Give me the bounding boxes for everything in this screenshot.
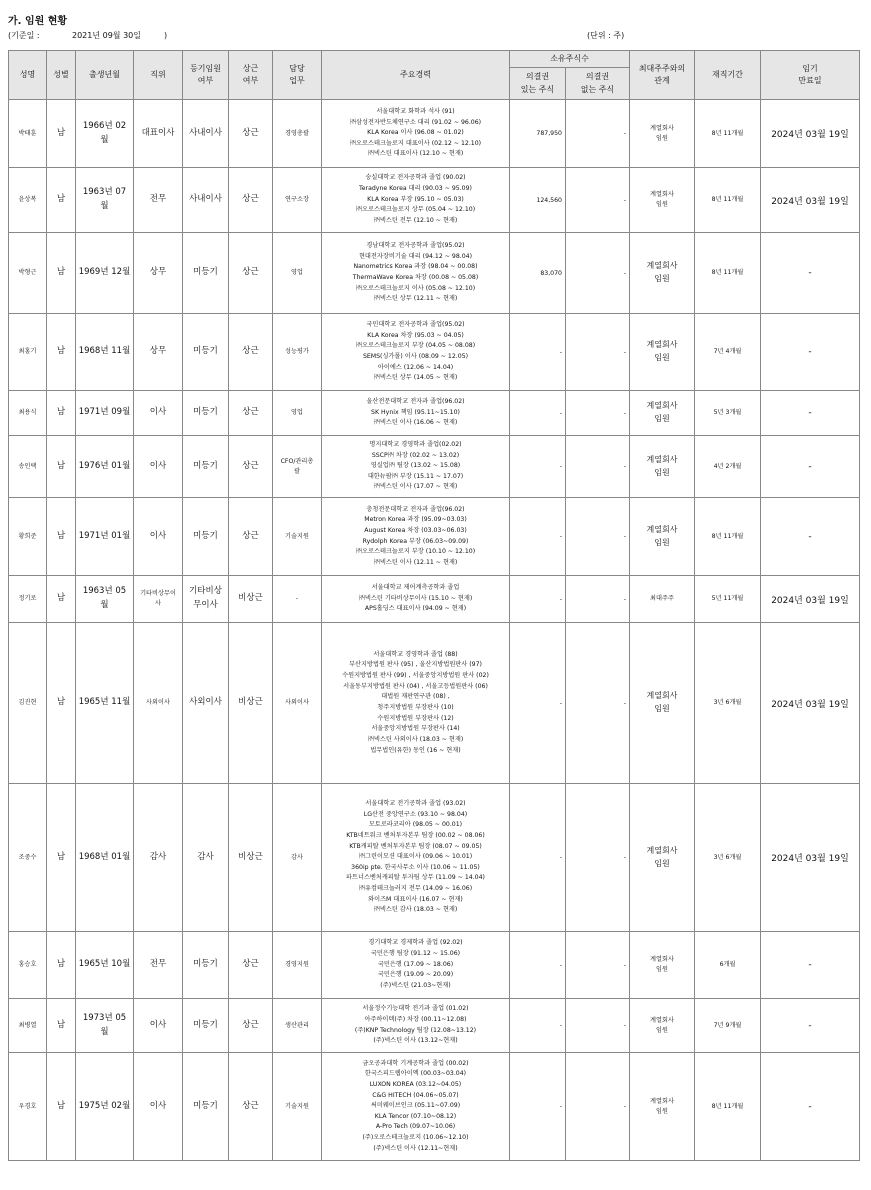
table-row bbox=[9, 784, 860, 932]
career-line: 한국스피드웹아이엑 (00.03~03.04) bbox=[364, 1070, 467, 1078]
career-line: KLA Korea 차장 (95.03 ~ 04.05) bbox=[367, 331, 464, 339]
header-position: 직위 bbox=[134, 51, 183, 100]
unit-label: (단위 : 주) bbox=[587, 31, 625, 40]
career-line: 법무법인(유한) 동인 (16 ~ 현재) bbox=[370, 746, 461, 754]
cell-position: 기타비상무이 사 bbox=[134, 576, 183, 623]
career-line: 써미웨이브인크 (05.11~07.09) bbox=[370, 1102, 461, 1110]
cell-nonvoting-shares: - bbox=[566, 100, 630, 168]
career-line: 수원지방법원 부장판사 (12) bbox=[377, 714, 454, 722]
cell-tenure: 8년 11개월 bbox=[695, 100, 761, 168]
cell-relation: 계열회사 임원 bbox=[630, 436, 695, 498]
cell-relation: 계열회사 임원 bbox=[630, 233, 695, 314]
cell-position: 이사 bbox=[134, 391, 183, 436]
cell-birth: 1976년 01월 bbox=[76, 436, 134, 498]
cell-registered: 사내이사 bbox=[183, 168, 229, 233]
cell-fulltime: 상근 bbox=[229, 498, 273, 576]
cell-term-end: 2024년 03월 19일 bbox=[761, 168, 860, 233]
career-line: ㈜넥스틴 이사 (17.07 ~ 현재) bbox=[373, 483, 458, 491]
career-line: 서울중앙지방법원 부장판사 (14) bbox=[371, 725, 460, 733]
cell-voting-shares: - bbox=[510, 1053, 566, 1161]
cell-tenure: 8년 11개월 bbox=[695, 498, 761, 576]
cell-term-end: - bbox=[761, 314, 860, 391]
cell-fulltime: 상근 bbox=[229, 314, 273, 391]
cell-name: 정기로 bbox=[9, 576, 47, 623]
cell-name: 조중수 bbox=[9, 784, 47, 932]
career-line: SK Hynix 책임 (95.11~15.10) bbox=[371, 408, 460, 416]
career-line: ㈜오로스테크놀로지 부장 (10.10 ~ 12.10) bbox=[355, 548, 476, 556]
career-line: 울산전문대학교 전자과 졸업(96.02) bbox=[366, 398, 465, 406]
career-line: LUXON KOREA (03.12~04.05) bbox=[369, 1080, 462, 1088]
career-line: 서울대학교 제어계측공학과 졸업 bbox=[371, 584, 460, 592]
cell-tenure: 8년 11개월 bbox=[695, 233, 761, 314]
cell-relation: 계열회사 임원 bbox=[630, 623, 695, 784]
career-line: 와이즈M 대표이사 (16.07 ~ 현재) bbox=[368, 895, 463, 903]
career-line: ㈜넥스틴 이사 (12.11 ~ 현재) bbox=[373, 558, 458, 566]
cell-fulltime: 상근 bbox=[229, 168, 273, 233]
cell-name: 박형근 bbox=[9, 233, 47, 314]
cell-duty: 연구소장 bbox=[273, 168, 322, 233]
cell-name: 윤상복 bbox=[9, 168, 47, 233]
cell-term-end: 2024년 03월 19일 bbox=[761, 100, 860, 168]
cell-birth: 1968년 01월 bbox=[76, 784, 134, 932]
cell-position: 대표이사 bbox=[134, 100, 183, 168]
table-row bbox=[9, 233, 860, 314]
cell-term-end: 2024년 03월 19일 bbox=[761, 576, 860, 623]
cell-career bbox=[322, 576, 510, 623]
header-voting: 의결권 있는 주식 bbox=[510, 68, 566, 100]
career-line: ㈜넥스틴 상무 (12.11 ~ 현재) bbox=[373, 295, 458, 303]
cell-duty: 경영지원 bbox=[273, 932, 322, 999]
career-line: 대법원 재판연구관 (08) , bbox=[381, 693, 450, 701]
table-row bbox=[9, 623, 860, 784]
cell-career bbox=[322, 391, 510, 436]
cell-duty: 기술지원 bbox=[273, 498, 322, 576]
table-row bbox=[9, 314, 860, 391]
career-line: Teradyne Korea 대리 (90.03 ~ 95.09) bbox=[359, 185, 472, 193]
cell-position: 사외이사 bbox=[134, 623, 183, 784]
cell-nonvoting-shares: - bbox=[566, 391, 630, 436]
cell-career bbox=[322, 999, 510, 1053]
header-term-end: 임기 만료일 bbox=[761, 51, 860, 100]
cell-fulltime: 비상근 bbox=[229, 784, 273, 932]
cell-term-end: - bbox=[761, 1053, 860, 1161]
career-line: KTB네트워크 벤처투자본부 팀장 (00.02 ~ 08.06) bbox=[346, 831, 485, 839]
cell-birth: 1973년 05 월 bbox=[76, 999, 134, 1053]
cell-registered: 미등기 bbox=[183, 391, 229, 436]
cell-fulltime: 상근 bbox=[229, 1053, 273, 1161]
cell-gender: 남 bbox=[47, 498, 76, 576]
cell-tenure: 3년 6개월 bbox=[695, 623, 761, 784]
cell-gender: 남 bbox=[47, 233, 76, 314]
cell-fulltime: 상근 bbox=[229, 932, 273, 999]
cell-name: 황희준 bbox=[9, 498, 47, 576]
career-line: (주)오로스테크놀로지 (10.06~12.10) bbox=[362, 1134, 469, 1142]
career-line: ㈜삼성전자반도체연구소 대리 (91.02 ~ 96.06) bbox=[349, 118, 482, 126]
cell-registered: 사외이사 bbox=[183, 623, 229, 784]
career-line: ㈜넥스틴 대표이사 (12.10 ~ 현재) bbox=[367, 150, 464, 158]
cell-duty: 감사 bbox=[273, 784, 322, 932]
career-line: 모토로라코리아 (98.05 ~ 00.01) bbox=[368, 821, 463, 829]
cell-relation: 계열회사 임원 bbox=[630, 999, 695, 1053]
cell-career bbox=[322, 168, 510, 233]
cell-gender: 남 bbox=[47, 999, 76, 1053]
career-line: 영실업㈜ 팀장 (13.02 ~ 15.08) bbox=[370, 462, 461, 470]
cell-tenure: 3년 6개월 bbox=[695, 784, 761, 932]
career-line: Metron Korea 과장 (95.09~03.03) bbox=[364, 516, 467, 524]
career-line: 서울대학교 전기공학과 졸업 (93.02) bbox=[365, 799, 466, 807]
career-line: SEMS(싱가폴) 이사 (08.09 ~ 12.05) bbox=[362, 353, 469, 360]
cell-tenure: 6개월 bbox=[695, 932, 761, 999]
header-shares: 소유주식수 bbox=[510, 51, 630, 68]
cell-voting-shares: 83,070 bbox=[510, 233, 566, 314]
cell-name: 우경호 bbox=[9, 1053, 47, 1161]
cell-term-end: - bbox=[761, 233, 860, 314]
cell-fulltime: 비상근 bbox=[229, 576, 273, 623]
career-line: ㈜오로스테크놀로지 이사 (05.08 ~ 12.10) bbox=[355, 284, 476, 292]
cell-relation: 계열회사 임원 bbox=[630, 391, 695, 436]
table-row bbox=[9, 932, 860, 999]
cell-name: 송인택 bbox=[9, 436, 47, 498]
cell-gender: 남 bbox=[47, 391, 76, 436]
cell-tenure: 8년 11개월 bbox=[695, 1053, 761, 1161]
cell-career bbox=[322, 784, 510, 932]
header-duty: 담당 업무 bbox=[273, 51, 322, 100]
cell-career bbox=[322, 1053, 510, 1161]
career-line: 충청전문대학교 전자과 졸업(96.02) bbox=[366, 505, 465, 513]
career-line: 아주하이텍(주) 차장 (00.11~12.08) bbox=[364, 1015, 467, 1023]
career-line: (주)넥스틴 이사 (12.11~현재) bbox=[373, 1144, 458, 1152]
cell-tenure: 7년 4개월 bbox=[695, 314, 761, 391]
career-line: ㈜넥스틴 기타비상무이사 (15.10 ~ 현재) bbox=[358, 594, 473, 602]
header-tenure: 재직기간 bbox=[695, 51, 761, 100]
career-line: KLA Tencor (07.10~08.12) bbox=[374, 1112, 457, 1120]
cell-position: 이사 bbox=[134, 436, 183, 498]
cell-birth: 1971년 09월 bbox=[76, 391, 134, 436]
cell-term-end: 2024년 03월 19일 bbox=[761, 623, 860, 784]
cell-gender: 남 bbox=[47, 436, 76, 498]
cell-duty: 생산관리 bbox=[273, 999, 322, 1053]
table-row bbox=[9, 168, 860, 233]
career-line: A-Pro Tech (09.07~10.06) bbox=[375, 1123, 456, 1131]
header-career: 주요경력 bbox=[322, 51, 510, 100]
cell-voting-shares: - bbox=[510, 623, 566, 784]
table-row bbox=[9, 498, 860, 576]
cell-birth: 1969년 12월 bbox=[76, 233, 134, 314]
header-gender: 성별 bbox=[47, 51, 76, 100]
cell-voting-shares: - bbox=[510, 391, 566, 436]
cell-duty: 기술지원 bbox=[273, 1053, 322, 1161]
career-line: KLA Korea 이사 (96.08 ~ 01.02) bbox=[367, 129, 464, 137]
cell-birth: 1963년 07 월 bbox=[76, 168, 134, 233]
cell-term-end: - bbox=[761, 436, 860, 498]
career-line: C&G HITECH (04.06~05.07) bbox=[372, 1091, 459, 1099]
cell-tenure: 4년 2개월 bbox=[695, 436, 761, 498]
cell-term-end: - bbox=[761, 932, 860, 999]
cell-career bbox=[322, 100, 510, 168]
cell-position: 상무 bbox=[134, 233, 183, 314]
cell-voting-shares: - bbox=[510, 498, 566, 576]
career-line: Rydolph Korea 부장 (06.03~09.09) bbox=[362, 537, 469, 545]
cell-position: 전무 bbox=[134, 168, 183, 233]
cell-gender: 남 bbox=[47, 784, 76, 932]
cell-tenure: 7년 9개월 bbox=[695, 999, 761, 1053]
cell-name: 최홍기 bbox=[9, 314, 47, 391]
cell-career bbox=[322, 314, 510, 391]
cell-birth: 1975년 02월 bbox=[76, 1053, 134, 1161]
cell-relation: 계열회사 임원 bbox=[630, 1053, 695, 1161]
career-line: 국민은행 (19.09 ~ 20.09) bbox=[377, 971, 454, 979]
cell-nonvoting-shares: - bbox=[566, 784, 630, 932]
cell-gender: 남 bbox=[47, 576, 76, 623]
table-header bbox=[9, 51, 860, 100]
career-line: 청주지방법원 부장판사 (10) bbox=[377, 704, 454, 711]
cell-nonvoting-shares: - bbox=[566, 436, 630, 498]
career-line: LG산전 중앙연구소 (93.10 ~ 98.04) bbox=[363, 810, 468, 818]
cell-gender: 남 bbox=[47, 168, 76, 233]
cell-duty: 경영총괄 bbox=[273, 100, 322, 168]
cell-registered: 미등기 bbox=[183, 498, 229, 576]
cell-voting-shares: - bbox=[510, 784, 566, 932]
cell-position: 이사 bbox=[134, 1053, 183, 1161]
career-line: APS홀딩스 대표이사 (94.09 ~ 현재) bbox=[364, 605, 467, 613]
career-line: (주)넥스틴 이사 (13.12~현재) bbox=[373, 1037, 458, 1045]
cell-name: 최병열 bbox=[9, 999, 47, 1053]
cell-nonvoting-shares: - bbox=[566, 168, 630, 233]
cell-relation: 계열회사 임원 bbox=[630, 932, 695, 999]
cell-term-end: - bbox=[761, 498, 860, 576]
cell-fulltime: 상근 bbox=[229, 391, 273, 436]
cell-voting-shares: 787,950 bbox=[510, 100, 566, 168]
career-line: 부산지방법원 판사 (95) , 울산지방법원판사 (97) bbox=[349, 661, 482, 669]
career-line: 경기대학교 경제학과 졸업 (92.02) bbox=[368, 939, 463, 947]
career-line: ㈜그린이모션 대표이사 (09.06 ~ 10.01) bbox=[358, 853, 473, 861]
career-line: (주)KNP Technology 팀장 (12.08~13.12) bbox=[354, 1026, 477, 1034]
career-line: KLA Korea 부장 (95.10 ~ 05.03) bbox=[367, 195, 464, 203]
career-line: ㈜넥스틴 이사 (16.06 ~ 현재) bbox=[373, 419, 458, 427]
header-relation: 최대주주와의 관계 bbox=[630, 51, 695, 100]
cell-duty: - bbox=[273, 576, 322, 623]
header-nonvoting: 의결권 없는 주식 bbox=[566, 68, 630, 100]
cell-birth: 1966년 02 월 bbox=[76, 100, 134, 168]
career-line: ㈜유컴테크놀러지 전무 (14.09 ~ 16.06) bbox=[358, 885, 473, 893]
career-line: (주)넥스틴 (21.03~현재) bbox=[380, 981, 451, 989]
career-line: 금오공과대학 기계공학과 졸업 (00.02) bbox=[362, 1059, 469, 1067]
career-line: Nanometrics Korea 과장 (98.04 ~ 00.08) bbox=[353, 263, 478, 271]
cell-birth: 1965년 11월 bbox=[76, 623, 134, 784]
cell-nonvoting-shares: - bbox=[566, 1053, 630, 1161]
base-date-label: (기준일 : bbox=[8, 31, 40, 40]
cell-voting-shares: - bbox=[510, 314, 566, 391]
cell-career bbox=[322, 623, 510, 784]
career-line: ㈜오로스테크놀로지 상무 (05.04 ~ 12.10) bbox=[355, 206, 476, 214]
cell-gender: 남 bbox=[47, 932, 76, 999]
career-line: 서울대학교 경영학과 졸업 (88) bbox=[373, 650, 458, 658]
cell-position: 이사 bbox=[134, 498, 183, 576]
cell-birth: 1963년 05 월 bbox=[76, 576, 134, 623]
cell-term-end: - bbox=[761, 391, 860, 436]
career-line: 서울정수기능대학 전기과 졸업 (01.02) bbox=[362, 1005, 469, 1013]
cell-nonvoting-shares: - bbox=[566, 233, 630, 314]
cell-gender: 남 bbox=[47, 100, 76, 168]
cell-registered: 감사 bbox=[183, 784, 229, 932]
cell-duty: 성능평가 bbox=[273, 314, 322, 391]
cell-career bbox=[322, 436, 510, 498]
cell-relation: 계열회사 임원 bbox=[630, 100, 695, 168]
career-line: 서울동부지방법원 판사 (04) , 서울고등법원판사 (06) bbox=[343, 682, 488, 690]
career-line: 국민은행 팀장 (91.12 ~ 15.06) bbox=[370, 950, 461, 958]
career-line: 현대전자장비기술 대리 (94.12 ~ 98.04) bbox=[358, 252, 473, 260]
career-line: ㈜오로스테크놀로지 대표이사 (02.12 ~ 12.10) bbox=[349, 139, 482, 147]
career-line: ㈜넥스틴 감사 (18.03 ~ 현재) bbox=[373, 906, 458, 914]
cell-name: 박태훈 bbox=[9, 100, 47, 168]
base-date: 2021년 09월 30일 bbox=[72, 31, 141, 40]
cell-fulltime: 비상근 bbox=[229, 623, 273, 784]
cell-registered: 미등기 bbox=[183, 999, 229, 1053]
header-birth: 출생년월 bbox=[76, 51, 134, 100]
cell-name: 최용식 bbox=[9, 391, 47, 436]
career-line: 명지대학교 경영학과 졸업(02.02) bbox=[369, 440, 462, 448]
career-line: 대한뉴팜㈜ 부장 (15.11 ~ 17.07) bbox=[367, 472, 464, 480]
cell-gender: 남 bbox=[47, 314, 76, 391]
cell-birth: 1965년 10월 bbox=[76, 932, 134, 999]
career-line: August Korea 차장 (03.03~06.03) bbox=[364, 526, 467, 534]
cell-relation: 계열회사 임원 bbox=[630, 784, 695, 932]
section-title: 가. 임원 현황 bbox=[8, 16, 68, 27]
base-date-line bbox=[8, 30, 167, 41]
cell-voting-shares: 124,560 bbox=[510, 168, 566, 233]
cell-registered: 기타비상 무이사 bbox=[183, 576, 229, 623]
table-row bbox=[9, 1053, 860, 1161]
cell-nonvoting-shares: - bbox=[566, 498, 630, 576]
career-line: ㈜넥스틴 상무 (14.05 ~ 현재) bbox=[373, 374, 458, 382]
cell-registered: 미등기 bbox=[183, 436, 229, 498]
cell-birth: 1968년 11월 bbox=[76, 314, 134, 391]
cell-voting-shares: - bbox=[510, 436, 566, 498]
career-line: ㈜오로스테크놀로지 부장 (04.05 ~ 08.08) bbox=[355, 342, 476, 350]
cell-position: 감사 bbox=[134, 784, 183, 932]
cell-duty: 영업 bbox=[273, 391, 322, 436]
cell-duty: CFO/관리총 괄 bbox=[273, 436, 322, 498]
cell-registered: 미등기 bbox=[183, 314, 229, 391]
cell-term-end: - bbox=[761, 999, 860, 1053]
career-line: 수원지방법원 판사 (99) , 서울중앙지방법원 판사 (02) bbox=[342, 672, 489, 680]
cell-registered: 미등기 bbox=[183, 932, 229, 999]
cell-duty: 사외이사 bbox=[273, 623, 322, 784]
cell-voting-shares: - bbox=[510, 576, 566, 623]
cell-registered: 미등기 bbox=[183, 233, 229, 314]
cell-relation: 계열회사 임원 bbox=[630, 498, 695, 576]
cell-tenure: 8년 11개월 bbox=[695, 168, 761, 233]
table-row bbox=[9, 576, 860, 623]
cell-position: 전무 bbox=[134, 932, 183, 999]
career-line: 서울대학교 화학과 석사 (91) bbox=[376, 107, 455, 115]
table-body bbox=[9, 100, 860, 1161]
cell-voting-shares: - bbox=[510, 932, 566, 999]
header-fulltime: 상근 여부 bbox=[229, 51, 273, 100]
cell-position: 상무 bbox=[134, 314, 183, 391]
cell-birth: 1971년 01월 bbox=[76, 498, 134, 576]
career-line: ㈜넥스틴 사외이사 (18.03 ~ 현재) bbox=[367, 735, 464, 743]
cell-fulltime: 상근 bbox=[229, 999, 273, 1053]
cell-career bbox=[322, 932, 510, 999]
cell-relation: 계열회사 임원 bbox=[630, 314, 695, 391]
career-line: 국민대학교 전자공학과 졸업(95.02) bbox=[366, 321, 465, 329]
cell-tenure: 5년 11개월 bbox=[695, 576, 761, 623]
cell-career bbox=[322, 233, 510, 314]
cell-gender: 남 bbox=[47, 623, 76, 784]
cell-fulltime: 상근 bbox=[229, 436, 273, 498]
career-line: 아이에스 (12.06 ~ 14.04) bbox=[377, 363, 454, 371]
cell-fulltime: 상근 bbox=[229, 233, 273, 314]
header-registered: 등기임원 여부 bbox=[183, 51, 229, 100]
career-line: 파트너스벤처캐피탈 투자팀 상무 (11.09 ~ 14.04) bbox=[346, 874, 485, 882]
cell-relation: 계열회사 임원 bbox=[630, 168, 695, 233]
cell-relation: 최대주주 bbox=[630, 576, 695, 623]
cell-tenure: 5년 3개월 bbox=[695, 391, 761, 436]
cell-position: 이사 bbox=[134, 999, 183, 1053]
cell-registered: 미등기 bbox=[183, 1053, 229, 1161]
career-line: SSCP㈜ 차장 (02.02 ~ 13.02) bbox=[371, 451, 460, 459]
table-row bbox=[9, 391, 860, 436]
cell-nonvoting-shares: - bbox=[566, 576, 630, 623]
cell-registered: 사내이사 bbox=[183, 100, 229, 168]
career-line: KTB캐피탈 벤처투자본부 팀장 (08.07 ~ 09.05) bbox=[349, 842, 482, 850]
base-date-close: ) bbox=[164, 31, 168, 40]
table-row bbox=[9, 100, 860, 168]
career-line: ㈜넥스틴 전무 (12.10 ~ 현재) bbox=[373, 216, 458, 224]
cell-duty: 영업 bbox=[273, 233, 322, 314]
executive-table bbox=[8, 50, 860, 1161]
career-line: ThermaWave Korea 차장 (00.08 ~ 05.08) bbox=[352, 274, 479, 281]
career-line: 360ip pte. 한국사무소 이사 (10.06 ~ 11.05) bbox=[351, 863, 480, 871]
cell-name: 홍승호 bbox=[9, 932, 47, 999]
career-line: 국민은행 (17.09 ~ 18.06) bbox=[377, 960, 454, 968]
cell-nonvoting-shares: - bbox=[566, 932, 630, 999]
cell-term-end: 2024년 03월 19일 bbox=[761, 784, 860, 932]
header-name: 성명 bbox=[9, 51, 47, 100]
cell-gender: 남 bbox=[47, 1053, 76, 1161]
cell-nonvoting-shares: - bbox=[566, 623, 630, 784]
table-row bbox=[9, 999, 860, 1053]
career-line: 숭실대학교 전자공학과 졸업 (90.02) bbox=[365, 174, 466, 182]
cell-nonvoting-shares: - bbox=[566, 314, 630, 391]
cell-nonvoting-shares: - bbox=[566, 999, 630, 1053]
career-line: 경남대학교 전자공학과 졸업(95.02) bbox=[366, 242, 465, 250]
cell-career bbox=[322, 498, 510, 576]
table-row bbox=[9, 436, 860, 498]
cell-fulltime: 상근 bbox=[229, 100, 273, 168]
cell-name: 김진현 bbox=[9, 623, 47, 784]
cell-voting-shares: - bbox=[510, 999, 566, 1053]
